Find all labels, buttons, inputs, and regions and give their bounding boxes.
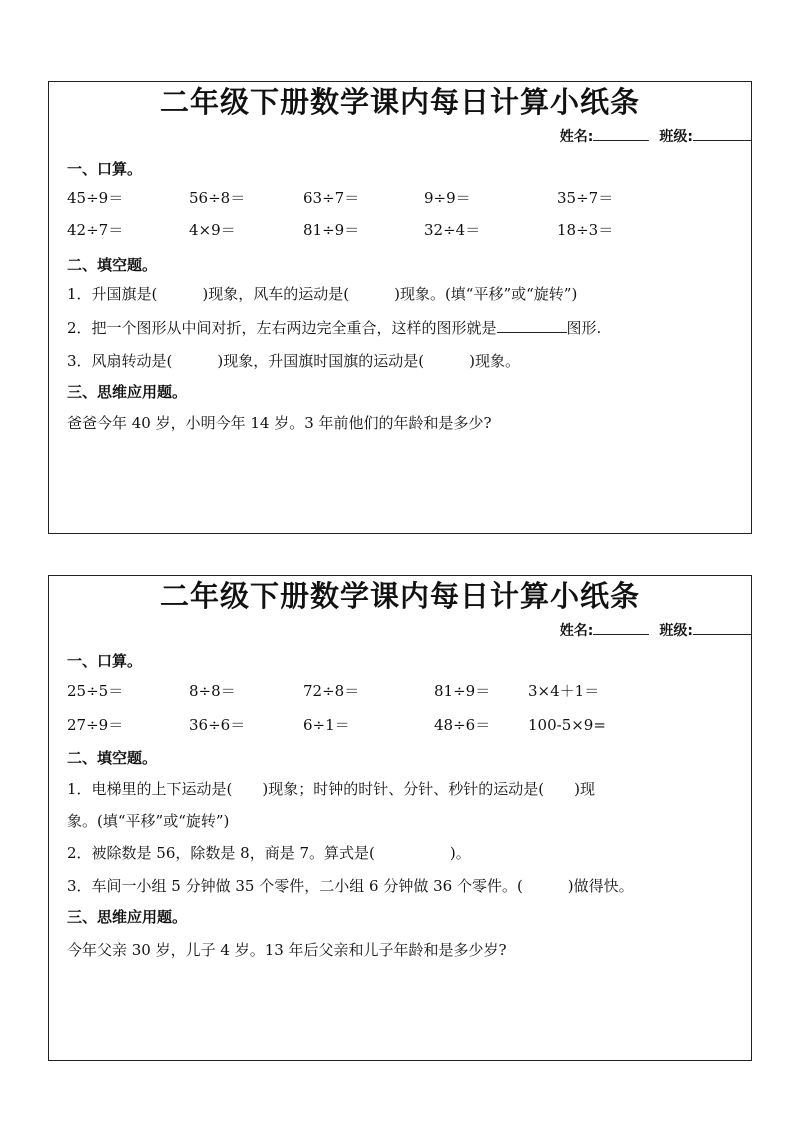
fill-question-1-line-2: 象。(填“平移”或“旋转”)	[67, 812, 230, 830]
oral-item: 6÷1＝	[303, 716, 350, 734]
oral-item: 48÷6＝	[434, 716, 491, 734]
oral-item: 32÷4＝	[424, 221, 481, 239]
fill-question-3: 3．风扇转动是( )现象，升国旗时国旗的运动是( )现象。	[67, 352, 520, 370]
section-heading-oral: 一、口算。	[67, 652, 143, 670]
oral-item: 18÷3＝	[557, 221, 614, 239]
oral-item: 4×9＝	[189, 221, 236, 239]
section-heading-oral: 一、口算。	[67, 160, 143, 178]
section-heading-fill: 二、填空题。	[67, 256, 158, 274]
class-label: 班级:	[659, 129, 693, 145]
oral-item: 45÷9＝	[67, 189, 124, 207]
section-heading-word-problem: 三、思维应用题。	[67, 383, 188, 401]
name-label: 姓名:	[559, 623, 594, 639]
oral-item: 36÷6＝	[189, 716, 246, 734]
oral-item: 9÷9＝	[424, 189, 471, 207]
slip-title: 二年级下册数学课内每日计算小纸条	[159, 579, 640, 613]
name-class-line	[560, 620, 751, 640]
oral-item: 63÷7＝	[303, 189, 360, 207]
class-blank[interactable]	[693, 126, 751, 141]
daily-math-slip-2	[48, 575, 752, 1061]
class-label: 班级:	[659, 623, 693, 639]
class-blank[interactable]	[693, 620, 751, 635]
section-heading-word-problem: 三、思维应用题。	[67, 908, 188, 926]
fill-question-2-suffix: 图形.	[566, 319, 602, 337]
daily-math-slip-1	[48, 81, 752, 534]
word-problem: 今年父亲 30 岁，儿子 4 岁。13 年后父亲和儿子年龄和是多少岁?	[67, 941, 507, 959]
oral-item: 8÷8＝	[189, 682, 236, 700]
name-blank[interactable]	[593, 620, 649, 635]
oral-row-1	[67, 680, 751, 702]
name-blank[interactable]	[593, 126, 649, 141]
fill-question-2: 2．被除数是 56，除数是 8，商是 7。算式是( )。	[67, 844, 471, 862]
oral-row-2	[67, 219, 751, 241]
oral-row-2	[67, 714, 751, 736]
oral-item: 35÷7＝	[557, 189, 614, 207]
fill-question-1: 1．升国旗是( )现象，风车的运动是( )现象。(填“平移”或“旋转”)	[67, 285, 578, 303]
name-class-line	[560, 126, 751, 146]
oral-item: 42÷7＝	[67, 221, 124, 239]
fill-question-2	[67, 317, 601, 339]
fill-question-3: 3．车间一小组 5 分钟做 35 个零件，二小组 6 分钟做 36 个零件。( )做得快。	[67, 877, 634, 895]
fill-question-1-line-1: 1．电梯里的上下运动是( )现象；时钟的时针、分针、秒针的运动是( )现	[67, 780, 595, 798]
oral-item: 81÷9＝	[434, 682, 491, 700]
fill-question-2-text: 2．把一个图形从中间对折，左右两边完全重合，这样的图形就是	[67, 319, 497, 337]
slip-title: 二年级下册数学课内每日计算小纸条	[159, 85, 640, 119]
oral-item: 100-5×9=	[528, 716, 606, 734]
oral-item: 56÷8＝	[189, 189, 246, 207]
name-label: 姓名:	[559, 129, 594, 145]
section-heading-fill: 二、填空题。	[67, 749, 158, 767]
oral-item: 27÷9＝	[67, 716, 124, 734]
oral-item: 81÷9＝	[303, 221, 360, 239]
oral-row-1	[67, 187, 751, 209]
word-problem: 爸爸今年 40 岁，小明今年 14 岁。3 年前他们的年龄和是多少?	[67, 414, 492, 432]
oral-item: 72÷8＝	[303, 682, 360, 700]
oral-item: 25÷5＝	[67, 682, 124, 700]
answer-blank[interactable]	[497, 317, 567, 333]
oral-item: 3×4＋1＝	[528, 682, 600, 700]
